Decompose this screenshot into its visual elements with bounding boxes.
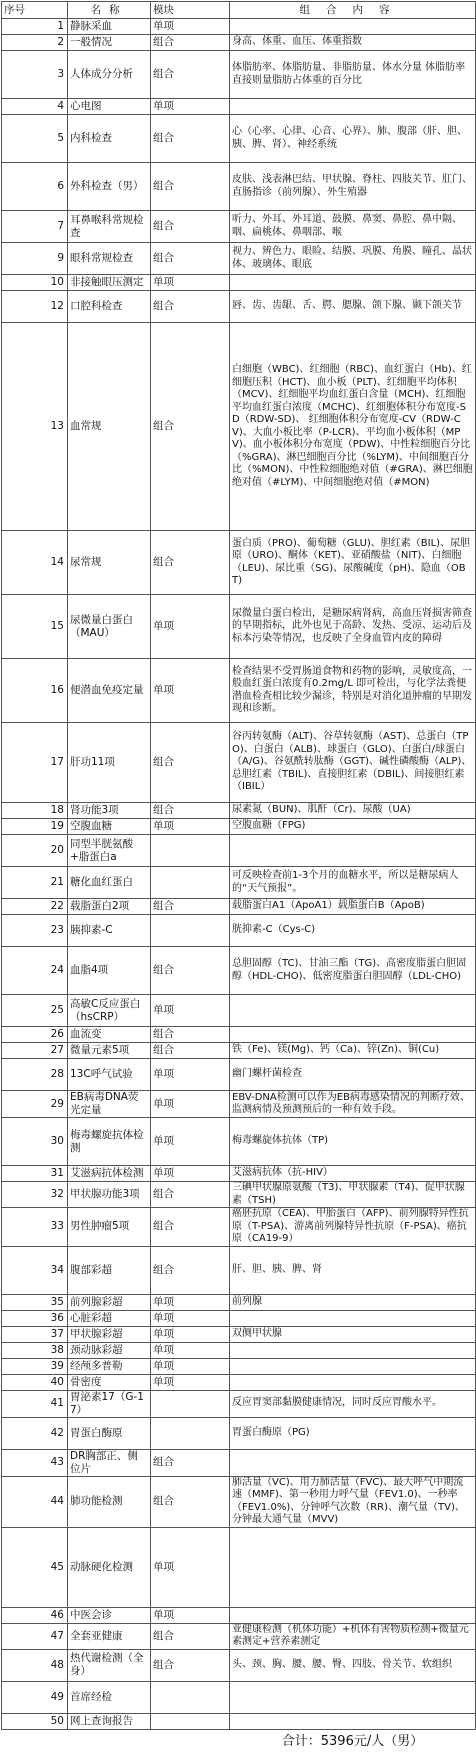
item-name: 非接触眼压测定 (68, 275, 151, 291)
table-row (2, 1043, 476, 1059)
row-number: 20 (2, 835, 68, 867)
table-row (2, 659, 476, 723)
table-row (2, 275, 476, 291)
module-type: 组合 (151, 291, 230, 323)
row-number: 44 (2, 1476, 68, 1527)
item-name: 尿常规 (68, 531, 151, 595)
module-type (151, 1713, 230, 1729)
table-row (2, 243, 476, 275)
item-name: 高敏C反应蛋白（hsCRP） (68, 995, 151, 1027)
table-row (2, 835, 476, 867)
module-type: 组合 (151, 35, 230, 51)
item-content: 总胆固醇（TC)、甘油三酯（TG)、高密度脂蛋白胆固醇（HDL-CHO)、低密度脂蛋白胆固醇（LDL-CHO) (230, 947, 476, 995)
item-name: 口腔科检查 (68, 291, 151, 323)
item-name: 静脉采血 (68, 19, 151, 35)
item-name: 便潜血免疫定量 (68, 659, 151, 723)
module-type: 组合 (151, 1208, 230, 1247)
module-type: 单项 (151, 1527, 230, 1607)
item-content (230, 19, 476, 35)
table-row (2, 819, 476, 835)
item-content: 视力、辨色力、眼睑、结膜、巩膜、角膜、瞳孔、晶状体、玻璃体、眼底 (230, 243, 476, 275)
item-content: 铁（Fe)、镁(Mg)、钙（Ca)、锌(Zn)、铜(Cu) (230, 1043, 476, 1059)
table-row (2, 1118, 476, 1166)
row-number: 24 (2, 947, 68, 995)
row-number: 16 (2, 659, 68, 723)
row-number: 49 (2, 1681, 68, 1713)
table-row (2, 1417, 476, 1449)
item-name: 尿微量白蛋白（MAU） (68, 595, 151, 659)
module-type: 组合 (151, 947, 230, 995)
module-type (151, 1681, 230, 1713)
row-number: 18 (2, 803, 68, 819)
module-type: 组合 (151, 51, 230, 99)
row-number: 17 (2, 723, 68, 803)
row-number: 31 (2, 1166, 68, 1182)
item-name: EB病毒DNA荧光定量 (68, 1091, 151, 1118)
item-content (230, 275, 476, 291)
module-type: 组合 (151, 115, 230, 163)
row-number: 32 (2, 1182, 68, 1208)
row-number: 9 (2, 243, 68, 275)
row-number: 39 (2, 1358, 68, 1374)
item-name: 前列腺彩超 (68, 1294, 151, 1310)
item-content: 载脂蛋白A1（ApoA1）载脂蛋白B（ApoB) (230, 899, 476, 915)
item-content: 胱抑素-C（Cys-C) (230, 915, 476, 947)
table-row (2, 1059, 476, 1091)
row-number: 12 (2, 291, 68, 323)
item-content (230, 1358, 476, 1374)
table-row (2, 1476, 476, 1527)
item-name: 载脂蛋白2项 (68, 899, 151, 915)
item-name: 一般情况 (68, 35, 151, 51)
table-row (2, 1027, 476, 1043)
module-type: 单项 (151, 1091, 230, 1118)
row-number: 5 (2, 115, 68, 163)
item-content (230, 995, 476, 1027)
item-content (230, 835, 476, 867)
item-content: 前列腺 (230, 1294, 476, 1310)
module-type: 组合 (151, 1623, 230, 1649)
item-name: 血常规 (68, 323, 151, 531)
item-name: 人体成分分析 (68, 51, 151, 99)
row-number: 40 (2, 1374, 68, 1390)
item-name: 微量元素5项 (68, 1043, 151, 1059)
row-number: 27 (2, 1043, 68, 1059)
row-number: 43 (2, 1449, 68, 1476)
module-type: 单项 (151, 1166, 230, 1182)
row-number: 46 (2, 1607, 68, 1623)
table-row (2, 99, 476, 115)
module-type: 单项 (151, 275, 230, 291)
table-row (2, 531, 476, 595)
item-content (230, 1310, 476, 1326)
module-type (151, 1417, 230, 1449)
item-content: 双侧甲状腺 (230, 1326, 476, 1342)
table-row (2, 51, 476, 99)
module-type: 单项 (151, 19, 230, 35)
table-row (2, 19, 476, 35)
module-type (151, 915, 230, 947)
header-module: 模块 (151, 2, 230, 19)
module-type (151, 867, 230, 899)
table-row (2, 1623, 476, 1649)
item-content (230, 1342, 476, 1358)
item-name: 甲状腺功能3项 (68, 1182, 151, 1208)
item-content: 癌胚抗原（CEA)、甲胎蛋白（AFP)、前列腺特异性抗原（T-PSA)、游离前列腺特异性抗原（F-PSA)、癌抗原（CA19-9） (230, 1208, 476, 1247)
item-name: 热代谢检测（全身） (68, 1649, 151, 1681)
row-number: 2 (2, 35, 68, 51)
item-name: 中医会诊 (68, 1607, 151, 1623)
item-content: 身高、体重、血压、体重指数 (230, 35, 476, 51)
table-row (2, 1681, 476, 1713)
table-row (2, 35, 476, 51)
module-type: 组合 (151, 211, 230, 243)
row-number: 41 (2, 1390, 68, 1417)
table-row (2, 1374, 476, 1390)
item-content: 皮肤、浅表淋巴结、甲状腺、脊柱、四肢关节、肛门、直肠指诊（前列腺）、外生殖器 (230, 163, 476, 211)
item-name: 男性肿瘤5项 (68, 1208, 151, 1247)
item-name: 网上查询报告 (68, 1713, 151, 1729)
module-type: 组合 (151, 323, 230, 531)
module-type: 单项 (151, 1607, 230, 1623)
module-type: 组合 (151, 1476, 230, 1527)
item-content: 梅毒螺旋体抗体（TP) (230, 1118, 476, 1166)
table-row (2, 291, 476, 323)
row-number: 6 (2, 163, 68, 211)
module-type: 单项 (151, 1118, 230, 1166)
row-number: 25 (2, 995, 68, 1027)
table-row (2, 1091, 476, 1118)
item-content (230, 1449, 476, 1476)
module-type: 单项 (151, 995, 230, 1027)
item-name: 胃泌素17（G-17） (68, 1390, 151, 1417)
item-content: 三碘甲状腺原氨酸（T3)、甲状腺素（T4)、促甲状腺素（TSH) (230, 1182, 476, 1208)
item-content: 白细胞（WBC)、红细胞（RBC)、血红蛋白（Hb)、红细胞压积（HCT)、血小板（PLT)、红细胞平均体积（MCV)、红细胞平均血红蛋白含量（MCH)、红细胞平均血红蛋白浓度（MCHC)、红细胞体积分布宽度-SD（RDW-SD)、 红细胞体积分布宽度-CV（RDW-CV)、大血小板比率（P-LCR)、平均血小板体积（MPV)、血小板体积分布宽度（PDW)、中性粒细胞百分比（%GRA)、淋巴细胞百分比（%LYM)、中间细胞百分比（%MON)、中性粒细胞绝对值（#GRA)、淋巴细胞绝对值（#LYM)、中间细胞绝对值（#MON) (230, 323, 476, 531)
row-number: 14 (2, 531, 68, 595)
table-row (2, 1649, 476, 1681)
item-name: 血脂4项 (68, 947, 151, 995)
item-content: 幽门螺杆菌检查 (230, 1059, 476, 1091)
item-name: 首席经检 (68, 1681, 151, 1713)
item-content: 蛋白质（PRO)、葡萄糖（GLU)、胆红素（BIL)、尿胆原（URO)、酮体（KET)、亚硝酸盐（NIT)、白细胞（LEU)、尿比重（SG)、尿酸碱度（pH)、隐血（OBT) (230, 531, 476, 595)
header-no: 序号 (2, 2, 68, 19)
row-number: 4 (2, 99, 68, 115)
table-row (2, 1246, 476, 1294)
header-name: 名称 (68, 2, 151, 19)
item-content: 体脂肪率、体脂肪量、非脂肪量、体水分量 体脂肪率直接则量脂肪占体重的百分比 (230, 51, 476, 99)
table-row (2, 947, 476, 995)
row-number: 23 (2, 915, 68, 947)
row-number: 36 (2, 1310, 68, 1326)
module-type: 单项 (151, 99, 230, 115)
item-name: 肾功能3项 (68, 803, 151, 819)
row-number: 1 (2, 19, 68, 35)
item-content (230, 99, 476, 115)
row-number: 50 (2, 1713, 68, 1729)
item-content: 心（心率、心律、心音、心界）、肺、腹部（肝、胆、胰、脾、肾）、神经系统 (230, 115, 476, 163)
item-name: 胃蛋白酶原 (68, 1417, 151, 1449)
item-name: 全套亚健康 (68, 1623, 151, 1649)
item-name: 血流变 (68, 1027, 151, 1043)
table-row (2, 1527, 476, 1607)
total-price: 合计：5396元/人（男） (230, 1729, 476, 1753)
table-row (2, 1182, 476, 1208)
module-type: 单项 (151, 1294, 230, 1310)
item-name: 经颅多普勒 (68, 1358, 151, 1374)
item-content: 空腹血糖（FPG) (230, 819, 476, 835)
module-type: 组合 (151, 1027, 230, 1043)
table-row (2, 1310, 476, 1326)
item-name: 甲状腺彩超 (68, 1326, 151, 1342)
row-number: 48 (2, 1649, 68, 1681)
row-number: 7 (2, 211, 68, 243)
row-number: 22 (2, 899, 68, 915)
item-content: 艾滋病抗体（抗-HIV） (230, 1166, 476, 1182)
table-row (2, 595, 476, 659)
module-type: 组合 (151, 1449, 230, 1476)
item-content: 反应胃窦部黏膜健康情况，同时反应胃酸水平。 (230, 1390, 476, 1417)
item-name: 同型半胱氨酸+脂蛋白a (68, 835, 151, 867)
row-number: 3 (2, 51, 68, 99)
row-number: 19 (2, 819, 68, 835)
row-number: 35 (2, 1294, 68, 1310)
item-name: 肺功能检测 (68, 1476, 151, 1527)
table-row (2, 1607, 476, 1623)
item-content: 谷丙转氨酶（ALT)、谷草转氨酶（AST)、总蛋白（TPO)、白蛋白（ALB)、球蛋白（GLO)、白蛋白/球蛋白（A/G)、谷氨酰转肽酶（GGT)、碱性磷酸酶（ALP)、总胆红素（TBIL)、直接胆红素（DBIL)、间接胆红素（IBIL） (230, 723, 476, 803)
module-type: 组合 (151, 1043, 230, 1059)
row-number: 47 (2, 1623, 68, 1649)
item-name: 梅毒螺旋抗体检测 (68, 1118, 151, 1166)
module-type: 单项 (151, 1059, 230, 1091)
item-name: 艾滋病抗体检测 (68, 1166, 151, 1182)
item-name: 心电图 (68, 99, 151, 115)
item-content (230, 1681, 476, 1713)
item-name: 内科检查 (68, 115, 151, 163)
item-name: 胰抑素-C (68, 915, 151, 947)
module-type: 组合 (151, 243, 230, 275)
item-name: 颈动脉彩超 (68, 1342, 151, 1358)
module-type: 单项 (151, 1358, 230, 1374)
item-content: 检查结果不受胃肠道食物和药物的影响，灵敏度高，一般血红蛋白浓度有0.2mg/L 即可检出，与化学法粪便潜血检查相比较少漏诊，特别是对消化道肿瘤的早期发现和诊断。 (230, 659, 476, 723)
row-number: 15 (2, 595, 68, 659)
table-row (2, 1294, 476, 1310)
exam-package-table (1, 1, 476, 1753)
module-type: 单项 (151, 1342, 230, 1358)
item-name: 骨密度 (68, 1374, 151, 1390)
module-type: 组合 (151, 531, 230, 595)
table-row (2, 995, 476, 1027)
module-type: 组合 (151, 1182, 230, 1208)
total-spacer (2, 1729, 230, 1753)
table-row (2, 211, 476, 243)
module-type: 组合 (151, 1246, 230, 1294)
table-row (2, 323, 476, 531)
row-number: 30 (2, 1118, 68, 1166)
item-content: 可反映检查前1-3个月的血糖水平，所以是糖尿病人的“天气预报”。 (230, 867, 476, 899)
module-type (151, 1390, 230, 1417)
item-name: 13C呼气试验 (68, 1059, 151, 1091)
item-content: EBV-DNA检测可以作为EB病毒感染情况的判断疗效、监测病情及预测预后的一种有效手段。 (230, 1091, 476, 1118)
row-number: 34 (2, 1246, 68, 1294)
item-name: 外科检查（男） (68, 163, 151, 211)
module-type: 组合 (151, 163, 230, 211)
table-row (2, 115, 476, 163)
item-content: 肝、胆、胰、脾、肾 (230, 1246, 476, 1294)
row-number: 29 (2, 1091, 68, 1118)
item-content (230, 1527, 476, 1607)
module-type: 组合 (151, 803, 230, 819)
item-name: 空腹血糖 (68, 819, 151, 835)
table-row (2, 1449, 476, 1476)
module-type: 单项 (151, 1374, 230, 1390)
module-type: 组合 (151, 1649, 230, 1681)
module-type: 单项 (151, 659, 230, 723)
item-content: 尿素氮（BUN)、肌酐（Cr)、尿酸（UA) (230, 803, 476, 819)
module-type: 单项 (151, 595, 230, 659)
table-row (2, 163, 476, 211)
item-content: 听力、外耳、外耳道、鼓膜、鼻窦、鼻腔、鼻中隔、咽、扁桃体、鼻咽部、喉 (230, 211, 476, 243)
table-row (2, 1390, 476, 1417)
item-content (230, 1027, 476, 1043)
row-number: 37 (2, 1326, 68, 1342)
item-content: 胃蛋白酶原（PG) (230, 1417, 476, 1449)
item-name: 动脉硬化检测 (68, 1527, 151, 1607)
item-name: 肝功11项 (68, 723, 151, 803)
item-content (230, 1607, 476, 1623)
row-number: 13 (2, 323, 68, 531)
row-number: 42 (2, 1417, 68, 1449)
table-row (2, 723, 476, 803)
table-header-row (2, 2, 476, 19)
row-number: 33 (2, 1208, 68, 1247)
row-number: 28 (2, 1059, 68, 1091)
item-content (230, 1713, 476, 1729)
table-row (2, 1713, 476, 1729)
item-name: DR胸部正、侧位片 (68, 1449, 151, 1476)
row-number: 38 (2, 1342, 68, 1358)
item-content (230, 1374, 476, 1390)
module-type: 单项 (151, 819, 230, 835)
item-name: 眼科常规检查 (68, 243, 151, 275)
table-row (2, 1326, 476, 1342)
module-type (151, 835, 230, 867)
table-row (2, 1358, 476, 1374)
header-content: 组合内容 (230, 2, 476, 19)
item-content: 唇、齿、齿龈、舌、腭、腮腺、颌下腺、颞下颌关节 (230, 291, 476, 323)
item-name: 腹部彩超 (68, 1246, 151, 1294)
item-content: 亚健康检测（机体功能）+机体有害物质检测+微量元素测定+营养素测定 (230, 1623, 476, 1649)
table-row (2, 1166, 476, 1182)
table-row (2, 867, 476, 899)
row-number: 21 (2, 867, 68, 899)
row-number: 45 (2, 1527, 68, 1607)
module-type: 组合 (151, 723, 230, 803)
module-type: 单项 (151, 1326, 230, 1342)
module-type: 单项 (151, 1310, 230, 1326)
row-number: 10 (2, 275, 68, 291)
item-content: 头、颈、胸、腰、腰、臀、四肢、骨关节、软组织 (230, 1649, 476, 1681)
module-type: 组合 (151, 899, 230, 915)
total-row (2, 1729, 476, 1753)
item-content: 肺活量（VC)、用力肺活量（FVC)、最大呼气中期流速（MMF)、第一秒用力呼气量（FEV1.0)、一秒率（FEV1.0%)、分钟呼气次数（RR)、潮气量（TV)、分钟最大通气量（MVV) (230, 1476, 476, 1527)
row-number: 26 (2, 1027, 68, 1043)
table-row (2, 899, 476, 915)
table-row (2, 1208, 476, 1247)
item-name: 心脏彩超 (68, 1310, 151, 1326)
table-row (2, 803, 476, 819)
table-row (2, 915, 476, 947)
item-name: 耳鼻喉科常规检查 (68, 211, 151, 243)
table-row (2, 1342, 476, 1358)
item-content: 尿微量白蛋白检出，是糖尿病肾病，高血压肾损害筛查的早期指标，此外也见于高龄、发热、受凉、运动后及标本污染等情况，也反映了全身血管内皮的障碍 (230, 595, 476, 659)
item-name: 糖化血红蛋白 (68, 867, 151, 899)
